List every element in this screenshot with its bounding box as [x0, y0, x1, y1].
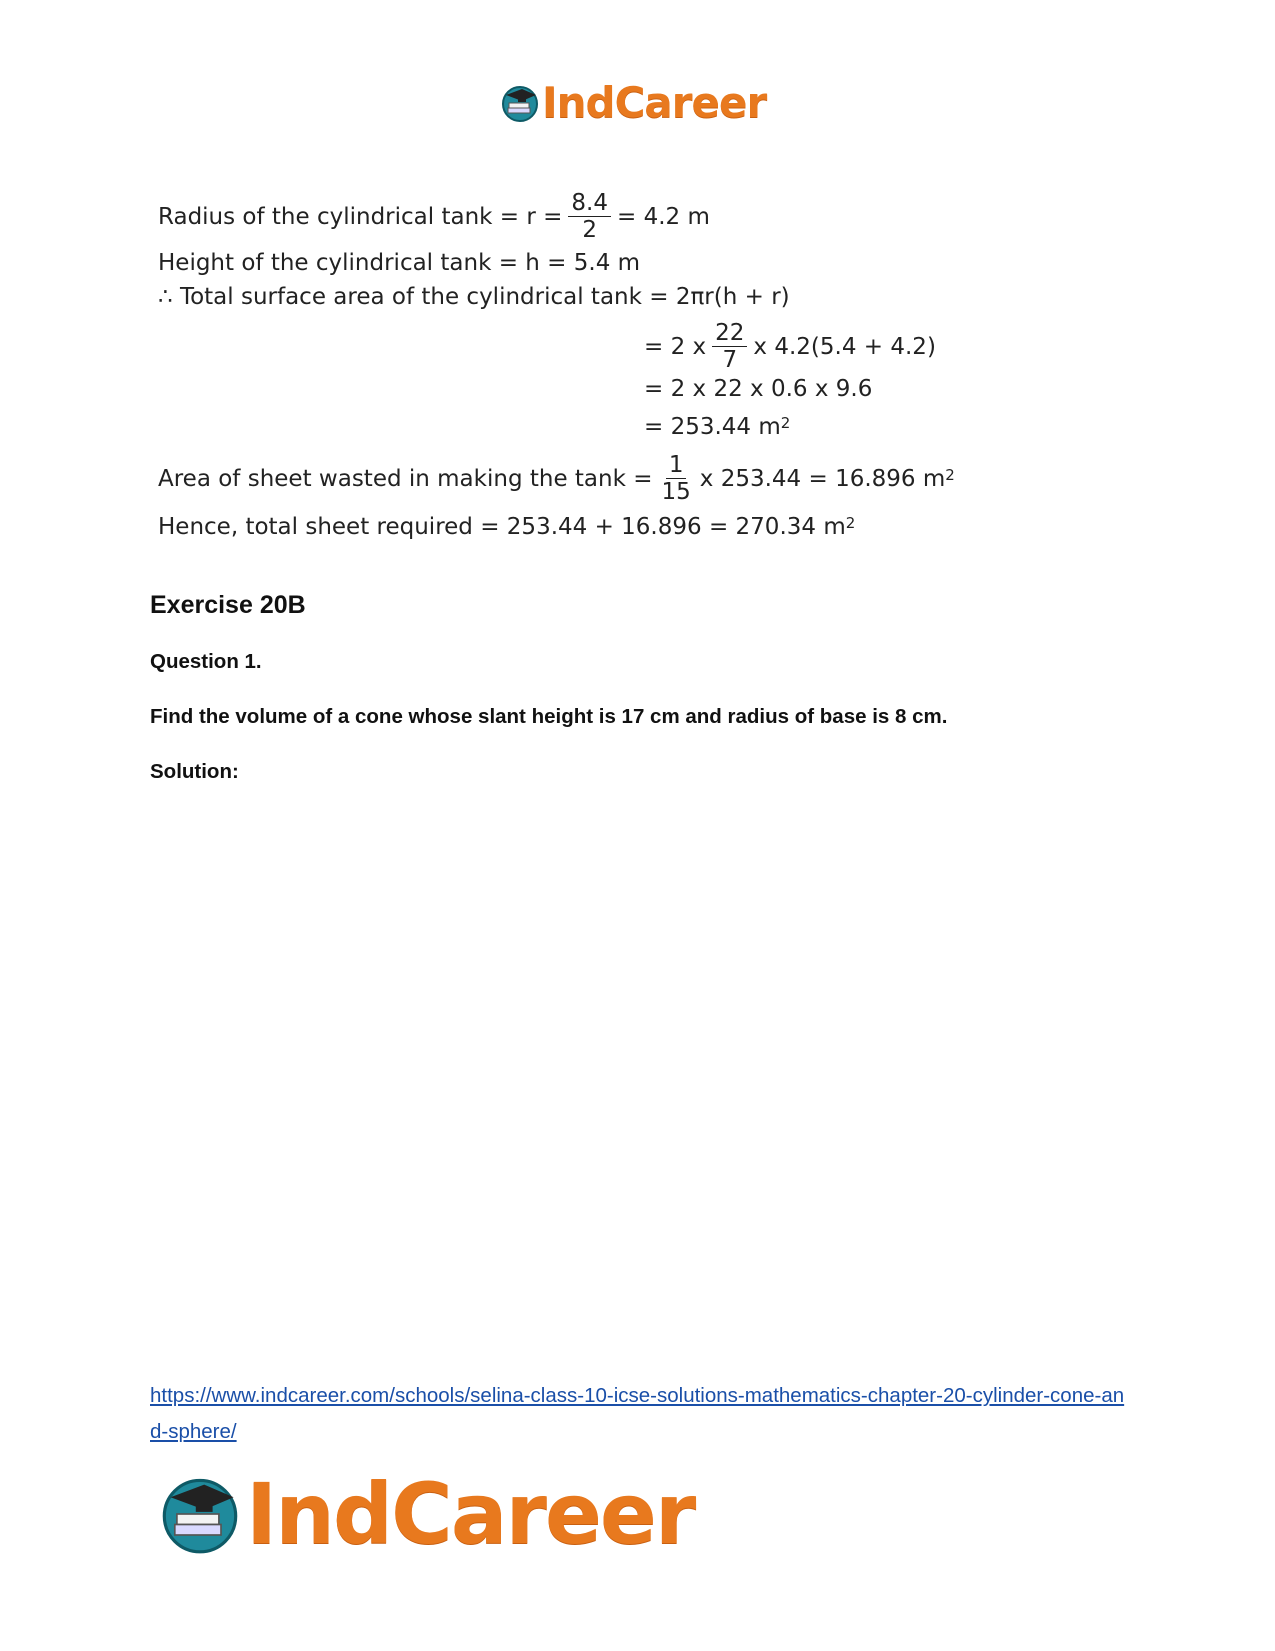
fraction-denominator: 2 [582, 217, 598, 243]
graduation-globe-icon [158, 1472, 242, 1556]
surface-area-step1: = 2 x $\frac{22}{7}$ x 4.2(5.4 + 4.2) [644, 320, 936, 373]
surface-area-result: = 253.44 m $^2$ [644, 414, 791, 440]
fraction-numerator: 22 [712, 320, 747, 347]
radius-result: = 4.2 m [617, 203, 710, 230]
surface-area-line: ∴ Total surface area of the cylindrical tank = 2πr(h + r) [158, 284, 790, 310]
source-link[interactable]: https://www.indcareer.com/schools/selina-class-10-icse-solutions-mathematics-chapter-20-cylinder-cone-and-sphere/ [150, 1384, 1125, 1443]
fraction-numerator: 8.4 [568, 190, 611, 217]
question-label: Question 1. [150, 650, 262, 673]
wasted-fraction [659, 452, 694, 505]
logo-wordmark: IndCareer [542, 78, 767, 127]
height-line: Height of the cylindrical tank = h = 5.4 m [158, 250, 641, 276]
exercise-heading: Exercise 20B [150, 591, 306, 619]
logo-wordmark: IndCareer [246, 1465, 695, 1563]
radius-fraction [568, 190, 611, 243]
fraction-denominator: 15 [661, 479, 691, 505]
total-sheet-line: Hence, total sheet required = 253.44 + 16.896 = 270.34 m $^2$ [158, 514, 856, 540]
footer-logo [158, 1465, 694, 1563]
fraction-denominator: 7 [722, 347, 738, 373]
radius-line [158, 190, 710, 243]
graduation-globe-icon [500, 83, 540, 123]
wasted-sheet-line: Area of sheet wasted in making the tank = $\frac{1}{15}$ x 253.44 = 16.896 m $^2$ [158, 452, 955, 505]
question-text: Find the volume of a cone whose slant height is 17 cm and radius of base is 8 cm. [150, 705, 948, 728]
surface-area-step2: = 2 x 22 x 0.6 x 9.6 [644, 376, 873, 402]
radius-text: Radius of the cylindrical tank = r = [158, 203, 563, 230]
fraction-numerator: 1 [666, 452, 687, 479]
solution-label: Solution: [150, 760, 239, 783]
header-logo [500, 78, 766, 127]
pi-fraction [712, 320, 747, 373]
